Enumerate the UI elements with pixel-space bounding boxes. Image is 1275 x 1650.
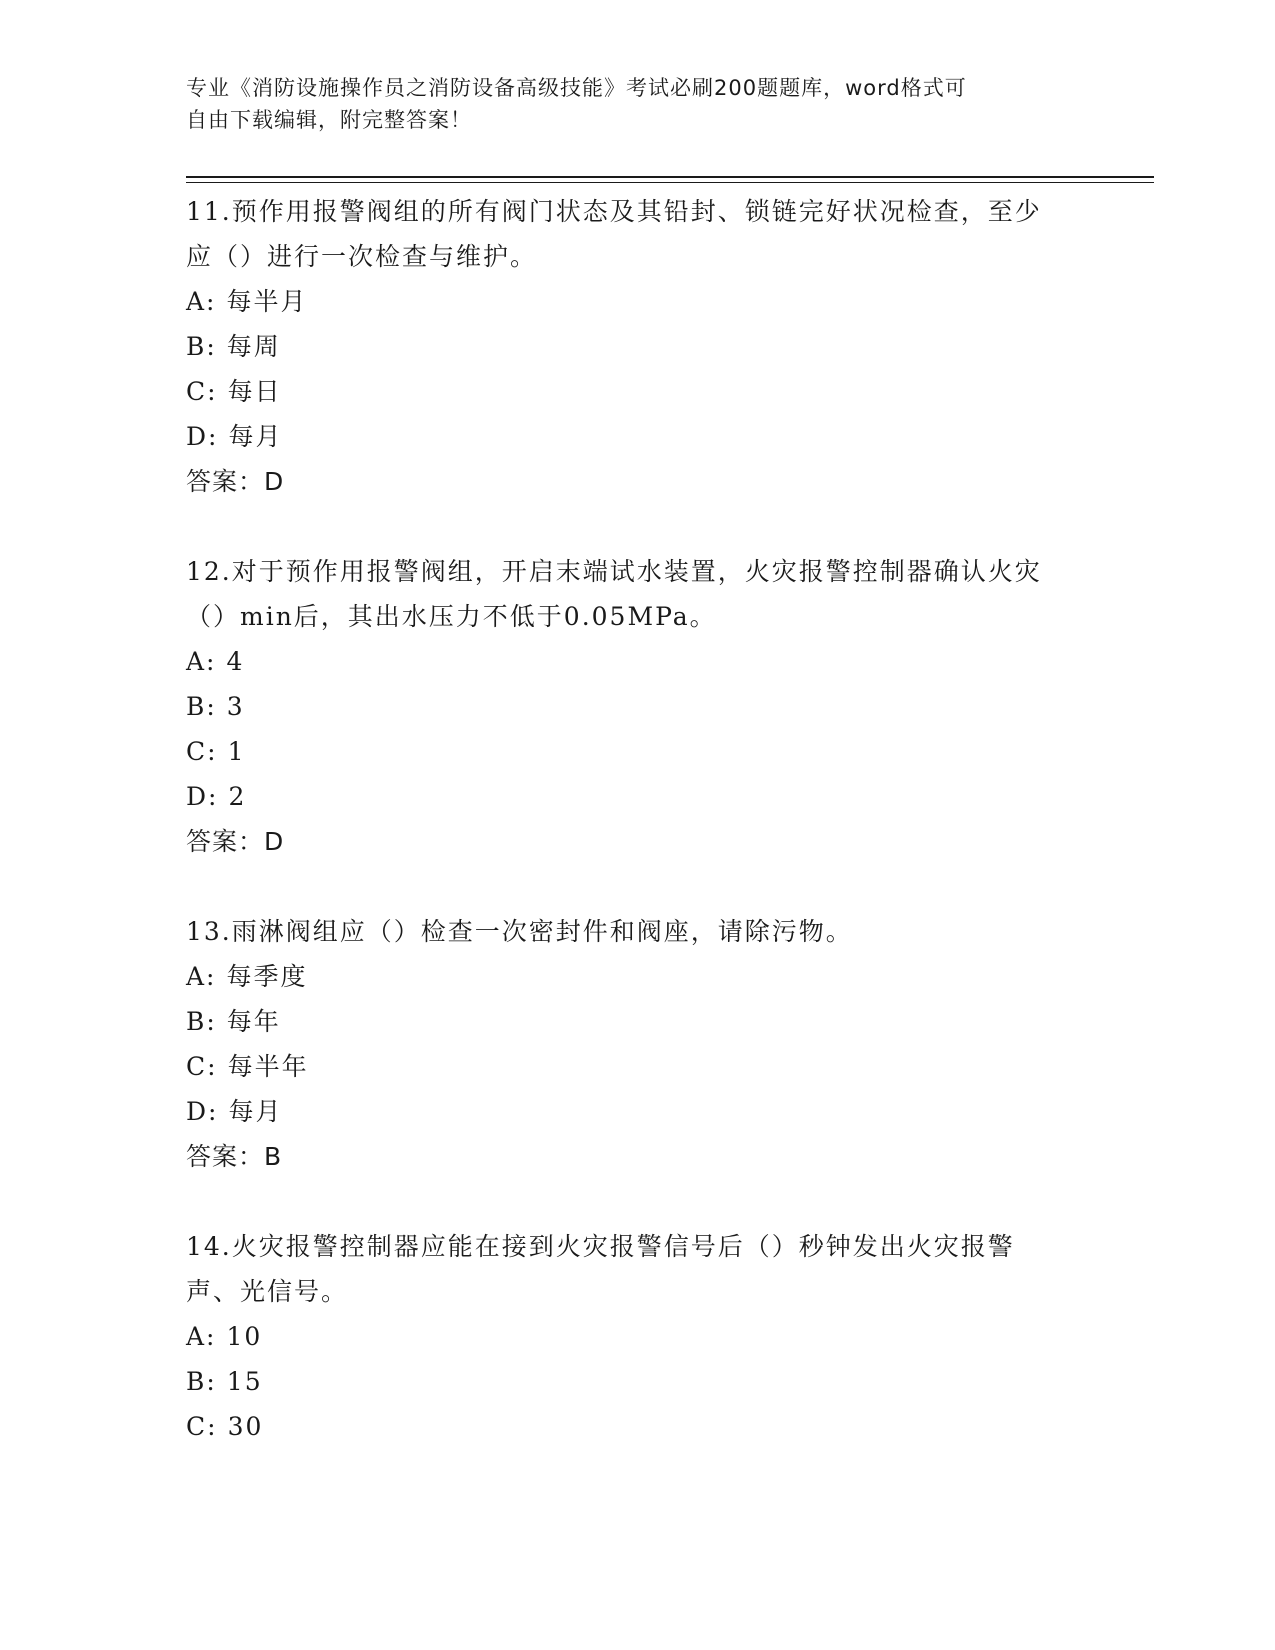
option-c — [186, 369, 1066, 414]
option-d — [186, 414, 1066, 459]
answer-label: 答案： — [186, 467, 265, 496]
option-text: 1 — [227, 737, 246, 766]
question-stem: 12.对于预作用报警阀组，开启末端试水装置，火灾报警控制器确认火灾（）min后，其出水压力不低于0.05MPa。 — [186, 557, 1042, 631]
option-letter: A: — [186, 287, 217, 316]
option-text: 15 — [226, 1367, 263, 1396]
option-text: 每季度 — [226, 962, 308, 991]
header-divider-thick — [186, 176, 1154, 178]
answer-value: D — [264, 467, 285, 496]
question-13 — [186, 909, 1066, 1179]
option-text: 2 — [228, 782, 247, 811]
option-c — [186, 1404, 1066, 1449]
option-a — [186, 279, 1066, 324]
header-line-2: 自由下载编辑，附完整答案！ — [186, 108, 472, 132]
option-text: 4 — [226, 647, 245, 676]
option-c — [186, 729, 1066, 774]
answer-line — [186, 819, 1066, 864]
option-b — [186, 684, 1066, 729]
option-text: 3 — [226, 692, 245, 721]
option-letter: C: — [186, 1412, 218, 1441]
question-stem: 14.火灾报警控制器应能在接到火灾报警信号后（）秒钟发出火灾报警声、光信号。 — [186, 1232, 1015, 1306]
option-letter: B: — [186, 332, 217, 361]
option-letter: C: — [186, 377, 218, 406]
option-letter: A: — [186, 962, 217, 991]
option-text: 30 — [227, 1412, 264, 1441]
option-list — [186, 954, 1066, 1134]
question-list — [186, 189, 1066, 1449]
option-letter: B: — [186, 1367, 217, 1396]
option-d — [186, 1089, 1066, 1134]
option-list — [186, 1314, 1066, 1449]
option-list — [186, 639, 1066, 819]
answer-value: D — [264, 827, 285, 856]
option-text: 10 — [226, 1322, 263, 1351]
option-letter: B: — [186, 1007, 217, 1036]
option-letter: D: — [186, 782, 219, 811]
option-letter: B: — [186, 692, 217, 721]
option-text: 每半月 — [226, 287, 308, 316]
answer-label: 答案： — [186, 827, 265, 856]
header-line-1: 专业《消防设施操作员之消防设备高级技能》考试必刷200题题库，word格式可 — [186, 76, 967, 100]
answer-label: 答案： — [186, 1142, 265, 1171]
answer-line — [186, 459, 1066, 504]
question-11 — [186, 189, 1066, 504]
option-letter: C: — [186, 1052, 218, 1081]
option-text: 每周 — [226, 332, 281, 361]
option-a — [186, 1314, 1066, 1359]
answer-line — [186, 1134, 1066, 1179]
option-letter: D: — [186, 422, 219, 451]
option-text: 每半年 — [227, 1052, 309, 1081]
document-header — [186, 72, 1066, 136]
option-text: 每年 — [226, 1007, 281, 1036]
option-list — [186, 279, 1066, 459]
question-12 — [186, 549, 1066, 864]
option-b — [186, 1359, 1066, 1404]
option-a — [186, 639, 1066, 684]
option-letter: A: — [186, 1322, 217, 1351]
option-b — [186, 324, 1066, 369]
option-c — [186, 1044, 1066, 1089]
option-letter: D: — [186, 1097, 219, 1126]
option-b — [186, 999, 1066, 1044]
option-d — [186, 774, 1066, 819]
option-text: 每月 — [228, 422, 283, 451]
question-14 — [186, 1224, 1066, 1449]
option-letter: C: — [186, 737, 218, 766]
option-text: 每日 — [227, 377, 282, 406]
option-letter: A: — [186, 647, 217, 676]
option-text: 每月 — [228, 1097, 283, 1126]
header-divider-thin — [186, 182, 1154, 183]
answer-value: B — [264, 1142, 283, 1171]
question-stem: 11.预作用报警阀组的所有阀门状态及其铅封、锁链完好状况检查，至少应（）进行一次检查与维护。 — [186, 197, 1042, 271]
option-a — [186, 954, 1066, 999]
question-stem: 13.雨淋阀组应（）检查一次密封件和阀座，请除污物。 — [186, 917, 853, 946]
